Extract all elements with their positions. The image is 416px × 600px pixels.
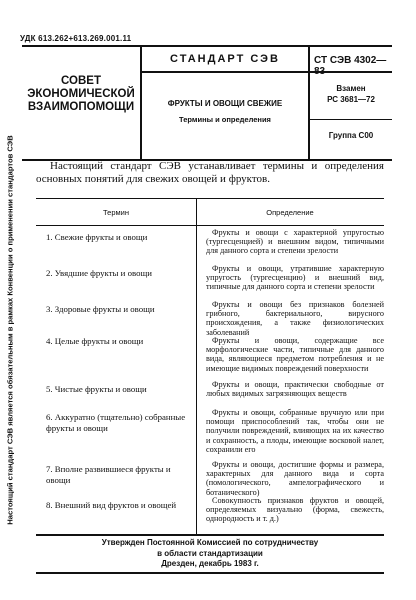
term-6: 6. Аккуратно (тщательно) собранные фрукты и овощи	[46, 412, 186, 433]
definition-1: Фрукты и овощи с характерной упругостью (тургесценцией) и внешним видом, типичными для данного сорта и степени зрелости	[206, 228, 384, 256]
group-code: Группа С00	[328, 131, 374, 140]
definition-5: Фрукты и овощи, практически свободные от любых видимых загрязняющих веществ	[206, 380, 384, 399]
council-name: СОВЕТ ЭКОНОМИЧЕСКОЙ ВЗАИМОПОМОЩИ	[27, 75, 135, 113]
column-header-definition: Определение	[266, 208, 314, 217]
term-4: 4. Целые фрукты и овощи	[46, 336, 144, 346]
approval-footer: Утвержден Постоянной Комиссией по сотрудничеству в области стандартизации Дрезден, декабрь 1983 г.	[36, 534, 384, 574]
definition-7: Фрукты и овощи, достигшие формы и размера, характерных для данного вида и сорта (помологического, ампелографического и ботанического)	[206, 460, 384, 497]
standard-number: СТ СЭВ 4302—83	[314, 55, 387, 77]
table-header	[36, 198, 384, 226]
term-1: 1. Свежие фрукты и овощи	[46, 232, 148, 242]
document-subtitle: Термины и определения	[179, 115, 271, 124]
replaces-note: Взамен РС 3681—72	[327, 84, 375, 104]
product-title: ФРУКТЫ И ОВОЩИ СВЕЖИЕ	[167, 99, 283, 108]
term-8: 8. Внешний вид фруктов и овощей	[46, 500, 177, 510]
divider	[310, 119, 392, 120]
term-5: 5. Чистые фрукты и овощи	[46, 384, 147, 394]
standard-title: СТАНДАРТ СЭВ	[170, 53, 280, 65]
column-header-term: Термин	[103, 208, 129, 217]
definition-3: Фрукты и овощи без признаков болезней грибного, бактериального, вирусного происхождения, а также физиологических заболеваний	[206, 300, 384, 337]
udk-code: УДК 613.262+613.269.001.11	[20, 34, 132, 43]
title-cell	[142, 47, 310, 159]
side-note	[2, 80, 18, 580]
term-3: 3. Здоровые фрукты и овощи	[46, 304, 155, 314]
side-note-text: Настоящий стандарт СЭВ является обязательным в рамках Конвенции о применении стандартов СЭВ	[5, 135, 15, 525]
divider	[142, 71, 308, 73]
header-block	[22, 45, 392, 161]
term-2: 2. Увядшие фрукты и овощи	[46, 268, 152, 278]
number-cell	[310, 47, 392, 159]
intro-paragraph: Настоящий стандарт СЭВ устанавливает термины и определения основных понятий для свежих овощей и фруктов.	[36, 160, 384, 185]
council-cell	[22, 47, 142, 159]
term-7: 7. Вполне развившиеся фрукты и овощи	[46, 464, 171, 485]
definition-6: Фрукты и овощи, собранные вручную или при помощи приспособлений так, чтобы они не получили повреждений, влияющих на их качество и сохранность, а плоды, имеющие восковой налет, сохранили его	[206, 408, 384, 454]
definition-4: Фрукты и овощи, содержащие все морфологические части, типичные для данного вида, являющиеся предметом потребления и не имеющие видимых повреждений поверхности	[206, 336, 384, 373]
definition-8: Совокупность признаков фруктов и овощей, определяемых визуально (форма, свежесть, однородность и т. д.)	[206, 496, 384, 524]
divider	[310, 71, 392, 73]
terms-table	[36, 224, 384, 534]
definition-2: Фрукты и овощи, утратившие характерную упругость (тургесценцию) и внешний вид, типичные для данного сорта и степени зрелости	[206, 264, 384, 292]
